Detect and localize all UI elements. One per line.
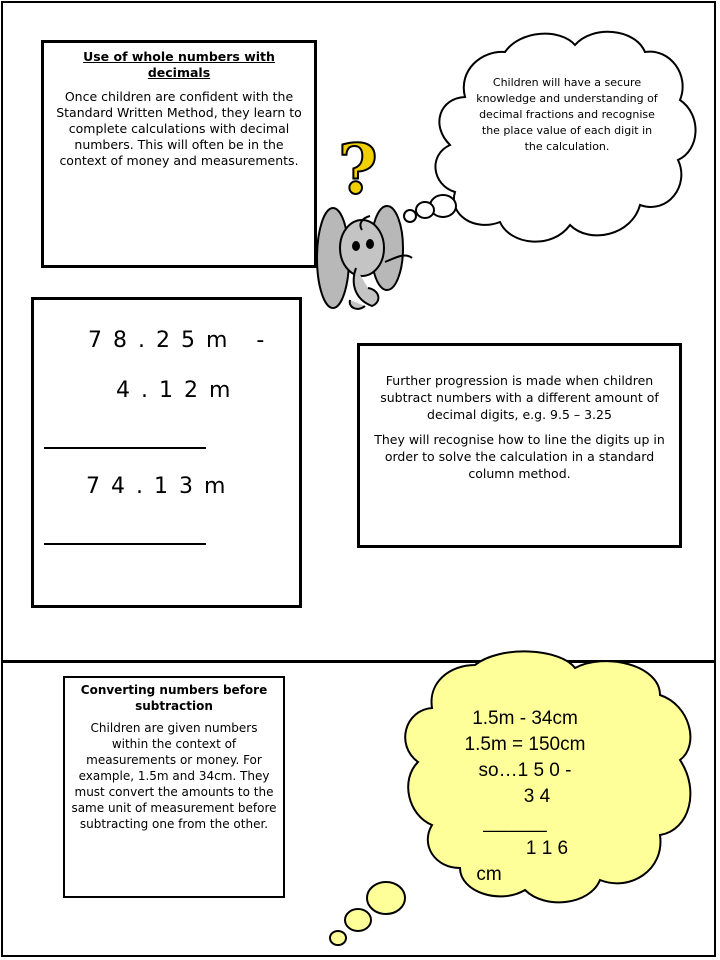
cloud-line-1: 1.5m - 34cm — [472, 708, 578, 729]
cloud-line-6: 1 1 6 — [525, 838, 569, 859]
progression-text-1: Further progression is made when children subtract numbers with a different amount of decimal digits, e.g. 9.5 – 3.25 — [380, 373, 659, 422]
progression-text-2: They will recognise how to line the digits up in order to solve the calculation in a standard column method. — [374, 432, 665, 481]
calc-line-2: 4 . 1 2 m — [116, 378, 233, 403]
converting-title: Converting numbers before subtraction — [80, 683, 268, 713]
cloud-line-7: cm — [476, 864, 502, 885]
question-mark-icon: ? — [338, 130, 378, 210]
converting-text: Children are given numbers within the context of measurements or money. For example, 1.5m and 34cm. They must convert the amounts to the same unit of measurement before subtracting one from the other. — [71, 721, 277, 831]
progression-box — [357, 343, 682, 548]
thought-cloud-bubbles — [404, 195, 456, 222]
converting-box — [63, 676, 285, 898]
whole-numbers-title: Use of whole numbers with decimals — [83, 49, 275, 80]
thought-cloud-text: Children will have a secure knowledge and understanding of decimal fractions and recognise the place value of each digit in the calculation. — [476, 76, 658, 153]
cloud-line-4: 3 4 — [523, 786, 551, 807]
yellow-cloud-text — [425, 706, 625, 888]
calc-answer: 7 4 . 1 3 m — [86, 474, 228, 499]
calc-rule-1 — [44, 447, 206, 449]
yellow-cloud-bubbles — [330, 882, 405, 945]
cloud-line-5: ______ — [483, 812, 547, 833]
cloud-line-2: 1.5m = 150cm — [464, 734, 586, 755]
calc-line-1: 7 8 . 2 5 m - — [88, 328, 267, 353]
calc-rule-2 — [44, 543, 206, 545]
whole-numbers-text: Once children are confident with the Standard Written Method, they learn to complete calculations with decimal numbers. This will often be in the context of money and measurements. — [56, 89, 302, 168]
elephant-illustration — [317, 206, 412, 309]
cloud-line-3: so…1 5 0 - — [478, 760, 572, 781]
